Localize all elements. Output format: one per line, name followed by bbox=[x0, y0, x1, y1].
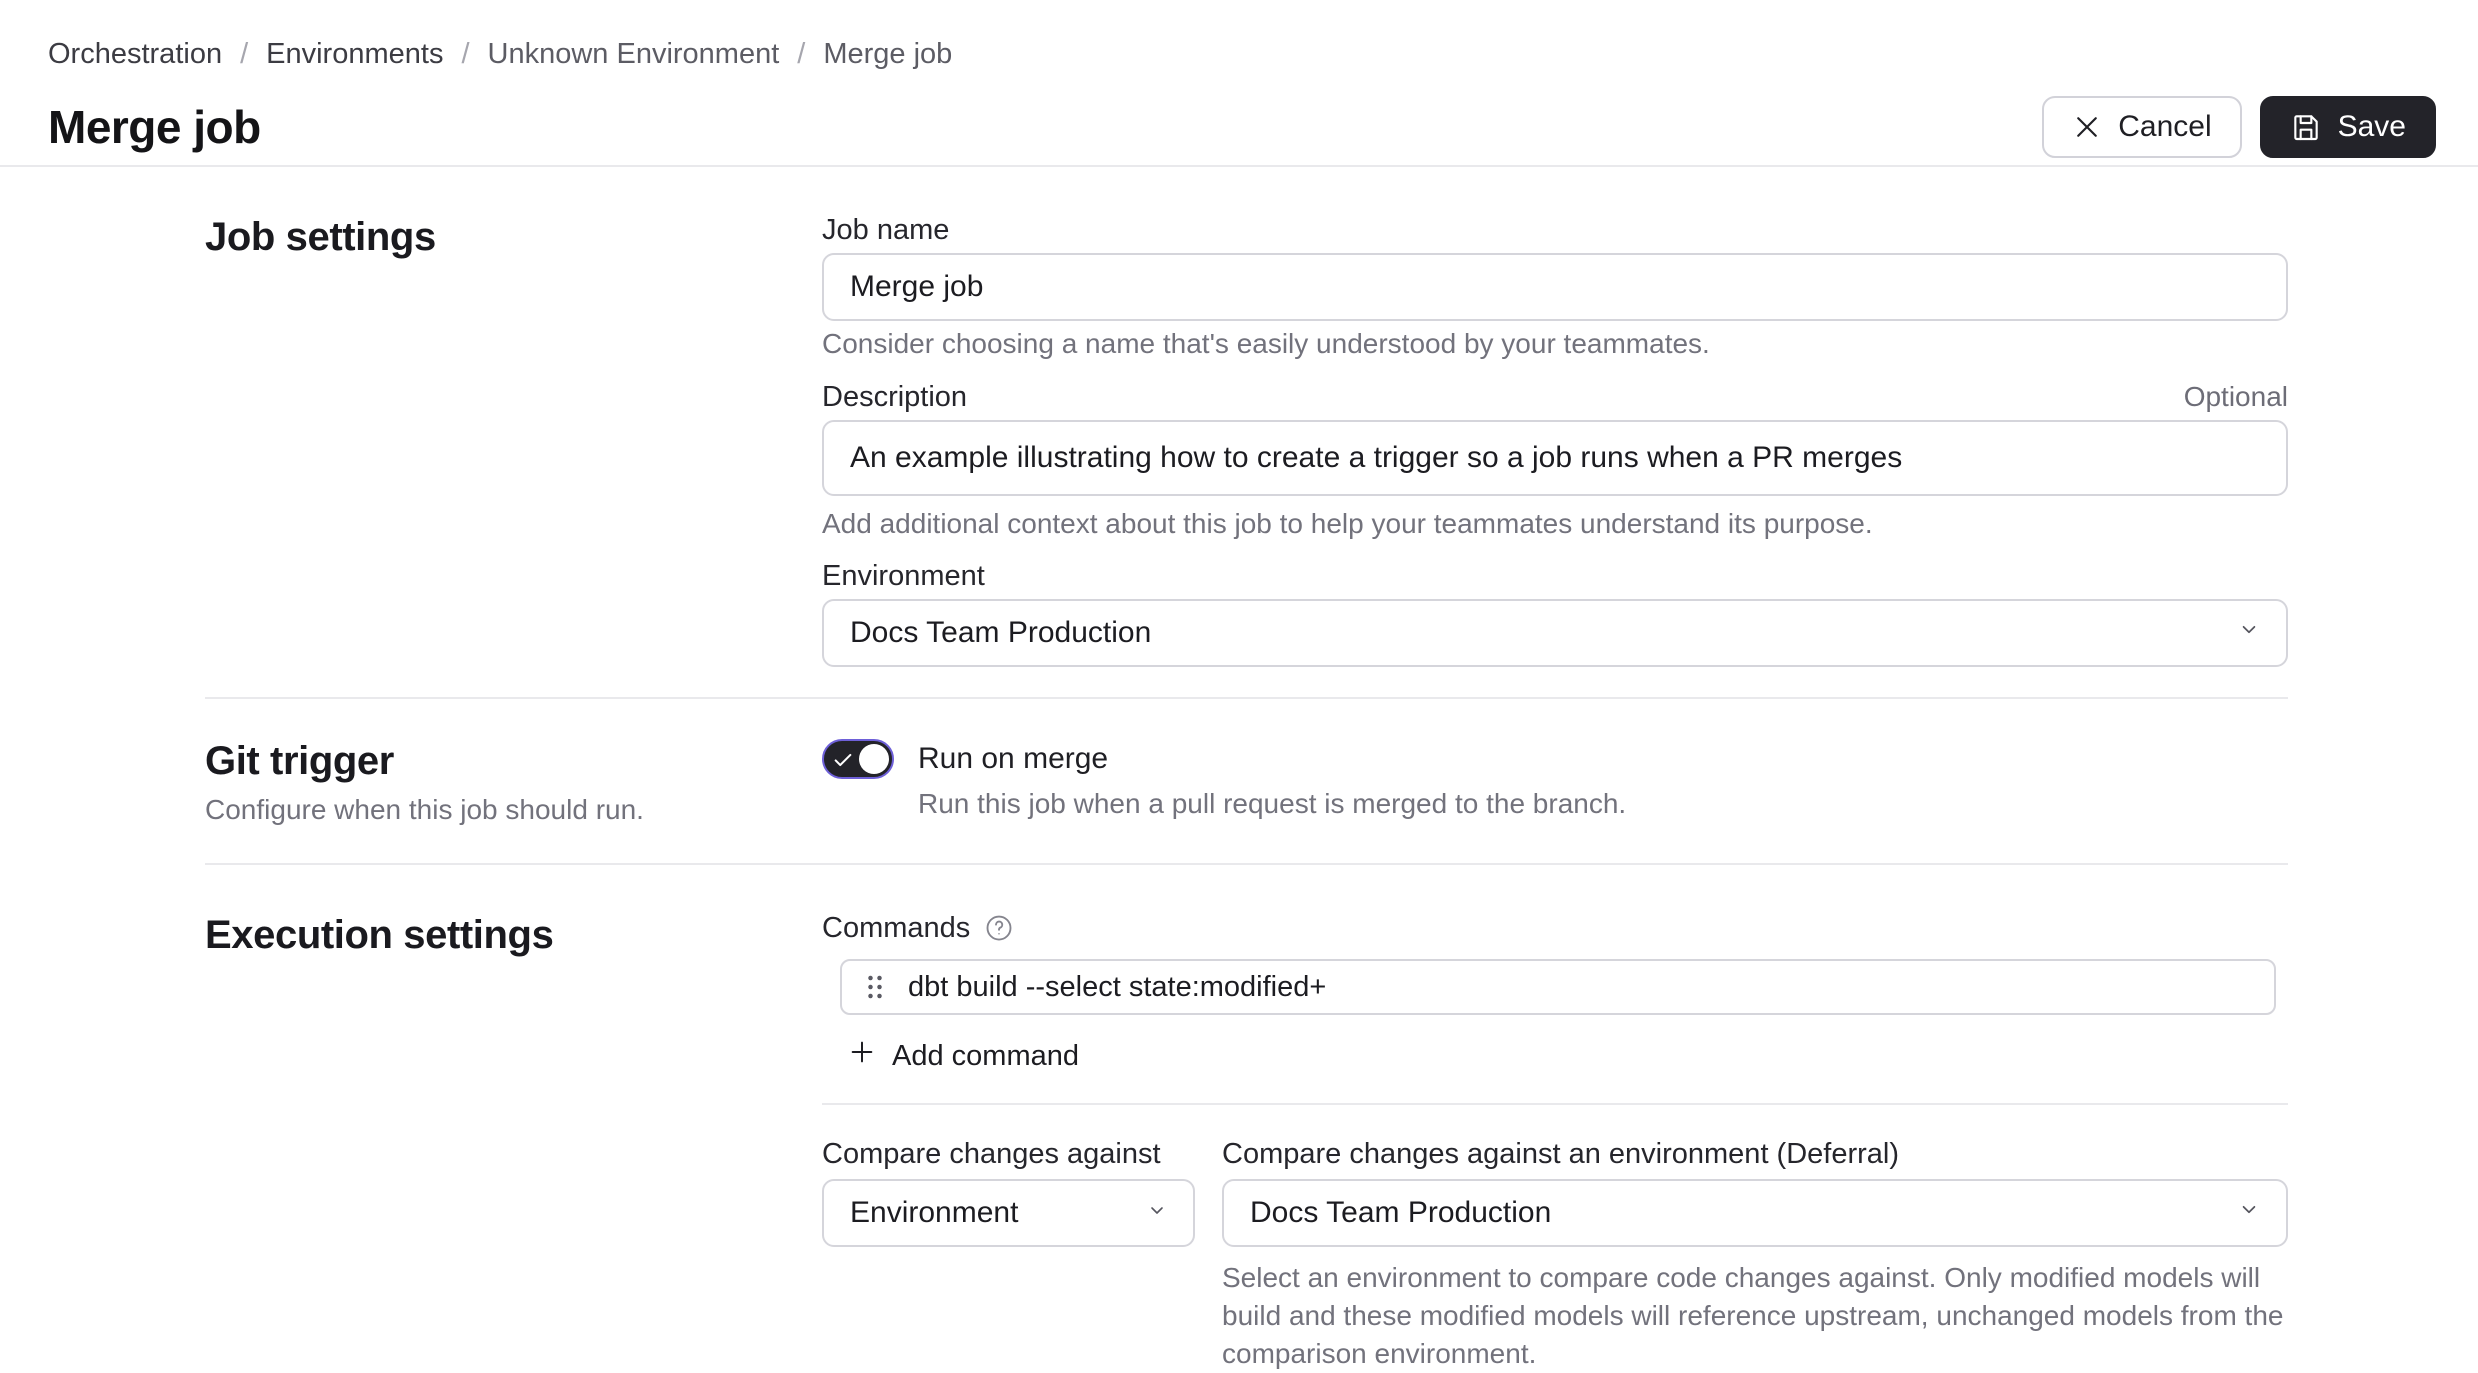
description-field-group bbox=[822, 381, 2288, 539]
breadcrumb-separator: / bbox=[461, 38, 470, 70]
git-trigger-heading: Git trigger bbox=[205, 739, 394, 783]
description-optional-badge: Optional bbox=[2183, 381, 2288, 412]
job-name-field-group bbox=[822, 215, 2288, 359]
command-input[interactable] bbox=[908, 971, 2252, 1004]
commands-label: Commands bbox=[822, 912, 971, 944]
description-label: Description bbox=[822, 381, 968, 413]
section-job-settings bbox=[205, 167, 2288, 697]
section-execution-settings bbox=[205, 863, 2288, 1373]
git-trigger-subheading: Configure when this job should run. bbox=[205, 794, 644, 825]
run-on-merge-label: Run on merge bbox=[918, 742, 1109, 775]
chevron-down-icon bbox=[2236, 1196, 2262, 1230]
header-actions bbox=[2042, 96, 2436, 158]
help-icon[interactable] bbox=[984, 913, 1014, 943]
compare-against-select-value: Environment bbox=[850, 1196, 1019, 1229]
deferral-helper: Select an environment to compare code changes against. Only modified models will build and these modified models will reference upstream, unchanged models from the comparison environment. bbox=[1222, 1262, 2284, 1369]
page-title: Merge job bbox=[48, 101, 261, 153]
deferral-environment-select-value: Docs Team Production bbox=[1250, 1196, 1552, 1229]
job-settings-heading: Job settings bbox=[205, 215, 436, 259]
breadcrumb-item-orchestration[interactable]: Orchestration bbox=[48, 38, 223, 70]
page-header bbox=[0, 0, 2478, 167]
breadcrumb-separator: / bbox=[240, 38, 249, 70]
chevron-down-icon bbox=[1145, 1196, 1169, 1230]
deferral-environment-label: Compare changes against an environment (Deferral) bbox=[1222, 1138, 1900, 1170]
breadcrumb-item-unknown-environment[interactable]: Unknown Environment bbox=[487, 38, 780, 70]
add-command-button[interactable] bbox=[848, 1037, 1079, 1075]
run-on-merge-description: Run this job when a pull request is merged to the branch. bbox=[918, 788, 1627, 819]
breadcrumb-item-current: Merge job bbox=[823, 38, 953, 70]
save-icon bbox=[2290, 111, 2322, 143]
cancel-button-label: Cancel bbox=[2118, 110, 2212, 143]
job-name-label: Job name bbox=[822, 214, 950, 246]
job-name-input[interactable] bbox=[822, 253, 2288, 321]
description-helper: Add additional context about this job to help your teammates understand its purpose. bbox=[822, 508, 1873, 539]
environment-select[interactable] bbox=[822, 599, 2288, 667]
chevron-down-icon bbox=[2236, 616, 2262, 650]
description-textarea[interactable] bbox=[822, 420, 2288, 496]
close-icon bbox=[2072, 112, 2102, 142]
environment-label: Environment bbox=[822, 560, 985, 592]
job-name-helper: Consider choosing a name that's easily understood by your teammates. bbox=[822, 328, 1710, 359]
run-on-merge-toggle[interactable] bbox=[822, 739, 894, 779]
main-content bbox=[0, 167, 2478, 1373]
divider bbox=[822, 1103, 2288, 1105]
environment-select-value: Docs Team Production bbox=[850, 616, 1152, 649]
execution-settings-heading: Execution settings bbox=[205, 913, 554, 957]
check-icon bbox=[832, 749, 854, 776]
breadcrumb bbox=[48, 38, 2436, 70]
compare-row bbox=[822, 1139, 2288, 1373]
section-git-trigger bbox=[205, 697, 2288, 863]
plus-icon bbox=[848, 1038, 876, 1074]
deferral-environment-select[interactable] bbox=[1222, 1179, 2288, 1247]
save-button[interactable] bbox=[2260, 96, 2436, 158]
compare-against-select[interactable] bbox=[822, 1179, 1195, 1247]
breadcrumb-separator: / bbox=[797, 38, 806, 70]
command-row bbox=[840, 959, 2276, 1015]
environment-field-group bbox=[822, 561, 2288, 667]
cancel-button[interactable] bbox=[2042, 96, 2241, 158]
add-command-label: Add command bbox=[892, 1039, 1079, 1072]
compare-against-label: Compare changes against bbox=[822, 1138, 1161, 1170]
drag-handle-icon[interactable] bbox=[864, 972, 886, 1002]
toggle-knob bbox=[859, 744, 889, 774]
run-on-merge-row bbox=[822, 739, 2288, 819]
breadcrumb-item-environments[interactable]: Environments bbox=[266, 38, 444, 70]
save-button-label: Save bbox=[2337, 110, 2406, 143]
